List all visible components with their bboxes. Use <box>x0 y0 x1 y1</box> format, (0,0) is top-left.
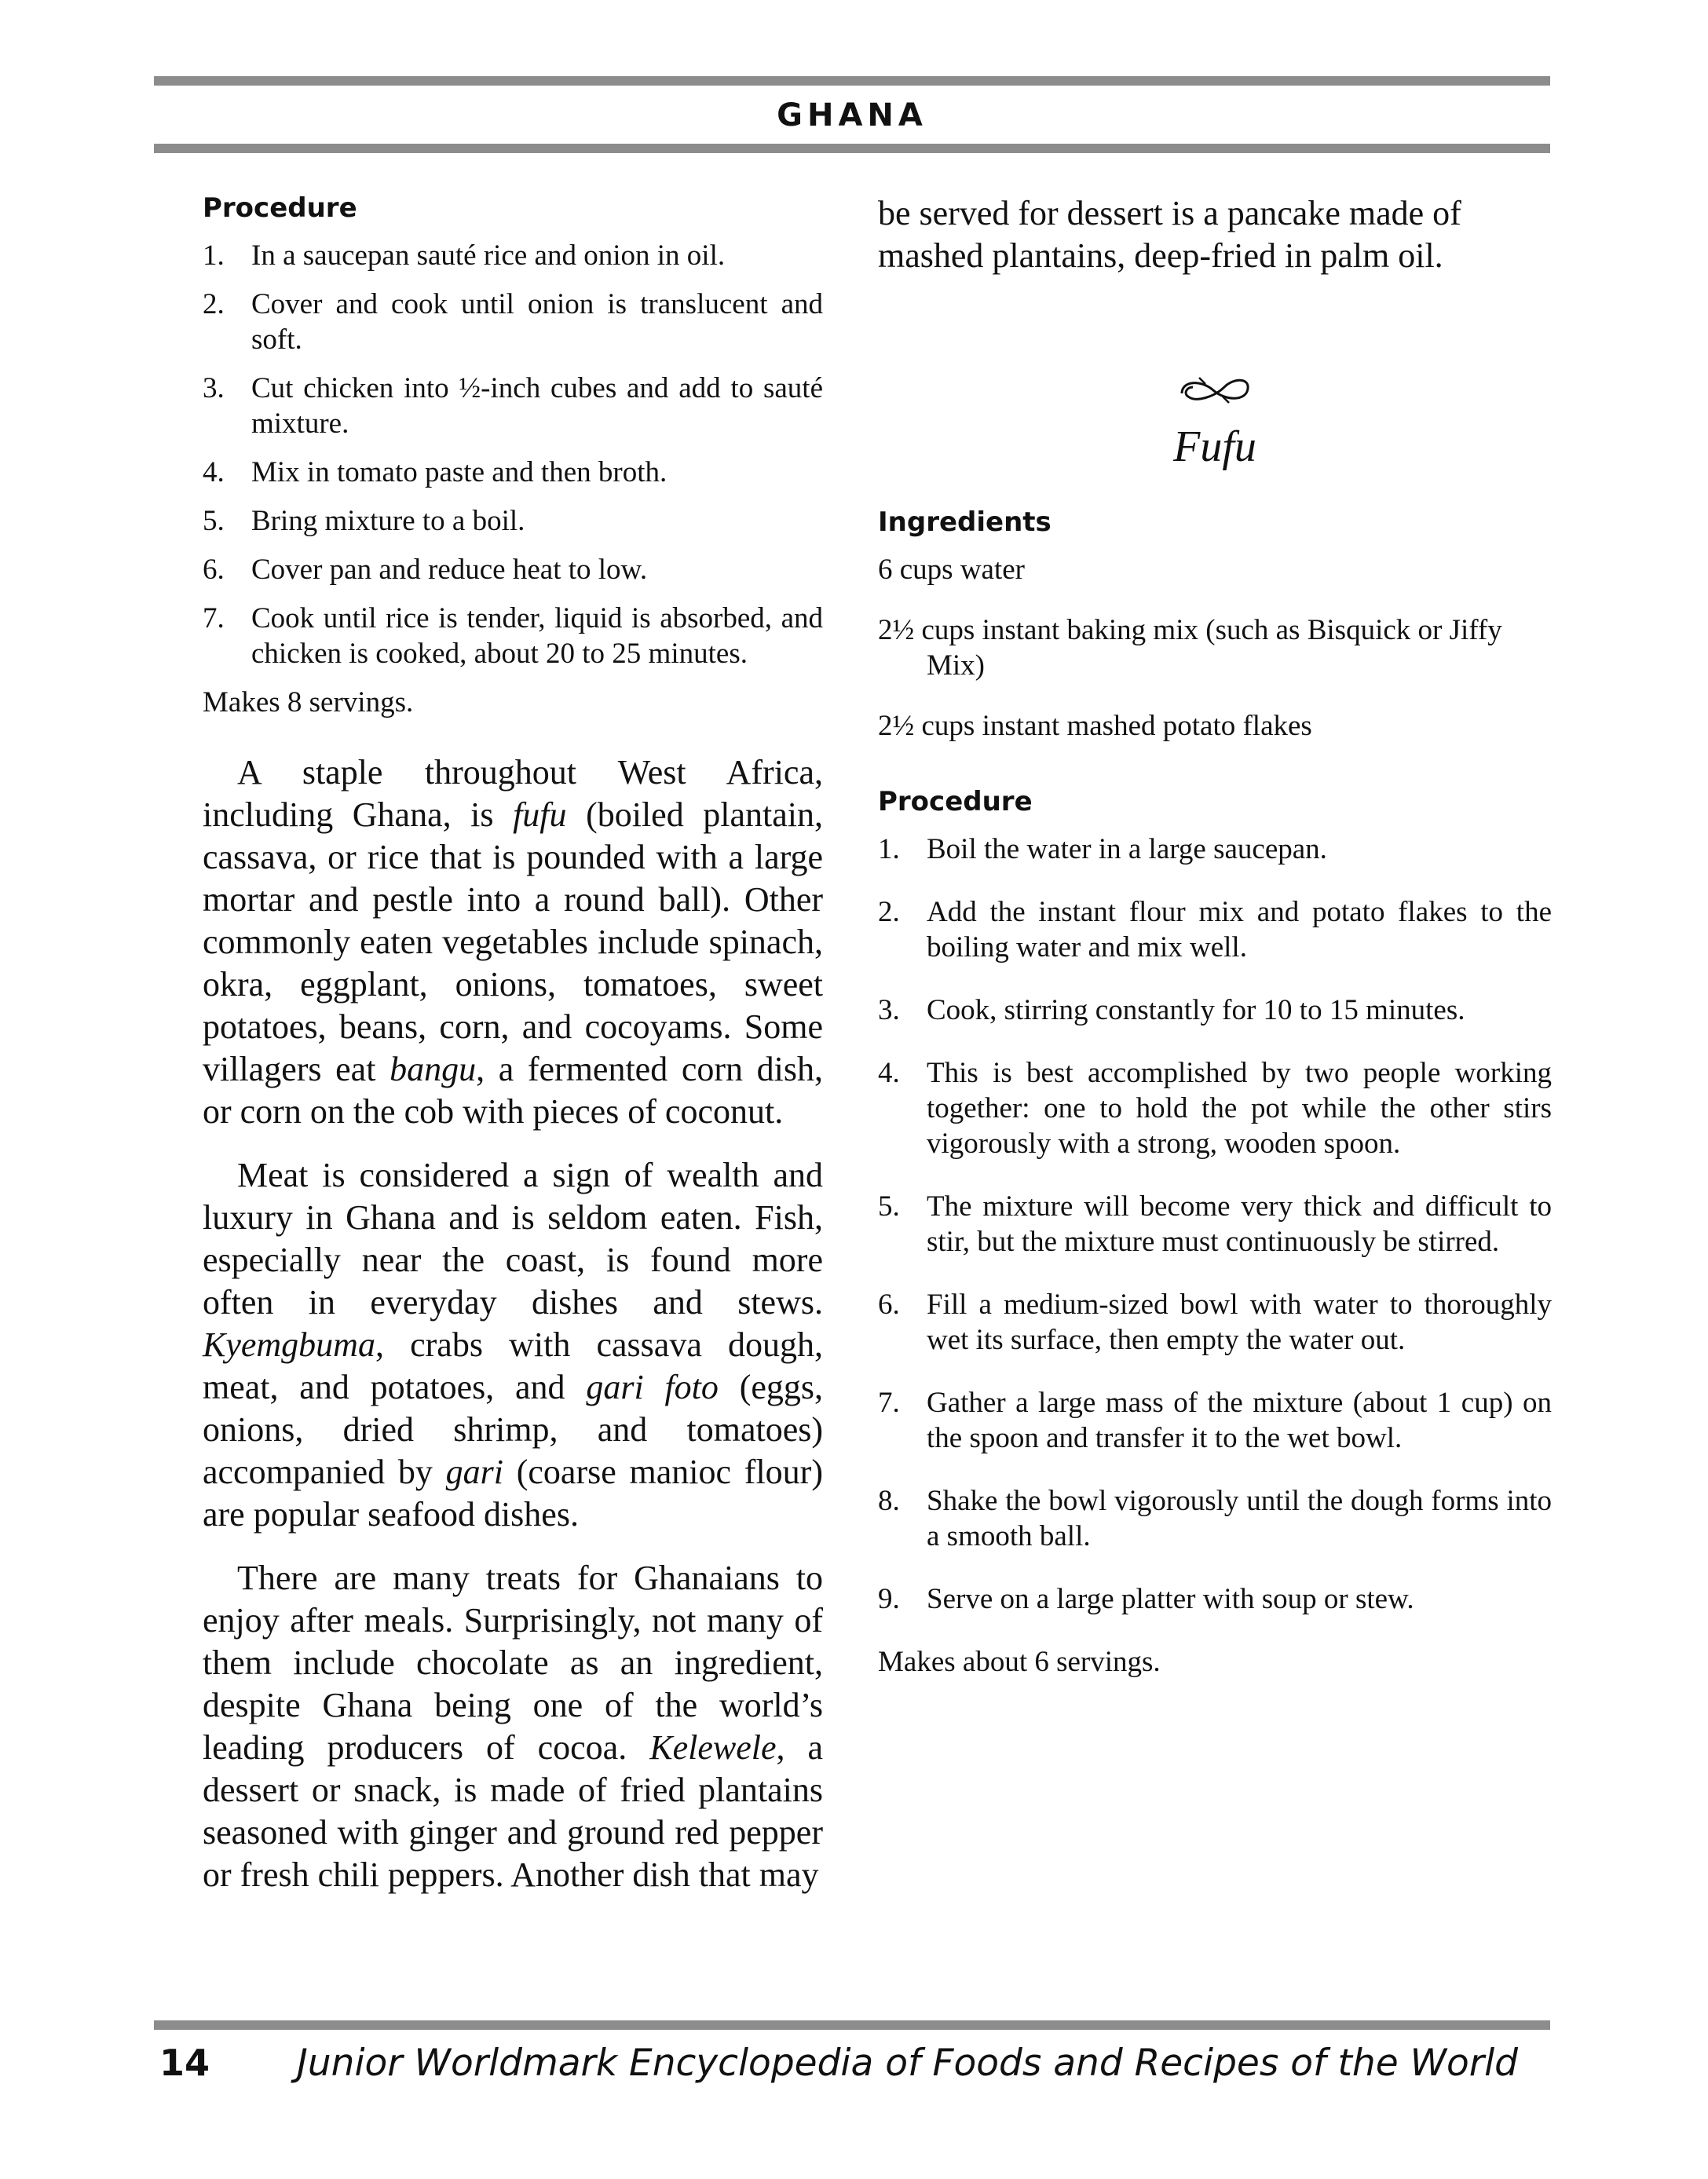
body-paragraph-continued: be served for dessert is a pancake made of mashed plantains, deep-fried in palm oil. <box>878 194 1461 275</box>
header-rule-top <box>154 76 1550 86</box>
list-item: 9. Serve on a large platter with soup or stew. <box>878 1583 1414 1615</box>
procedure-list <box>203 238 823 671</box>
list-item: 6. Fill a medium-sized bowl with water to thoroughly wet its surface, then empty the water out. <box>878 1289 1552 1356</box>
ingredient-item: 6 cups water <box>878 554 1025 586</box>
recipe-title: Fufu <box>1173 422 1256 471</box>
left-column <box>203 192 823 1918</box>
ingredient-item: 2½ cups instant baking mix (such as Bisquick or Jiffy Mix) <box>878 614 1502 682</box>
page-number: 14 <box>159 2042 210 2084</box>
page-header-title: GHANA <box>777 97 927 133</box>
list-item: 4. This is best accomplished by two people working together: one to hold the pot while the other stirs vigorously with a strong, wooden spoon. <box>878 1057 1552 1160</box>
list-item: 5. Bring mixture to a boil. <box>203 505 525 537</box>
list-item: 1. Boil the water in a large saucepan. <box>878 833 1327 865</box>
ingredient-item: 2½ cups instant mashed potato flakes <box>878 710 1312 742</box>
list-item: 3. Cook, stirring constantly for 10 to 15 minutes. <box>878 994 1465 1026</box>
list-item: 4. Mix in tomato paste and then broth. <box>203 456 667 488</box>
list-item: 3. Cut chicken into ½-inch cubes and add to sauté mixture. <box>203 372 823 440</box>
footer-rule <box>154 2020 1550 2030</box>
header-rule-bottom <box>154 144 1550 153</box>
body-paragraph: Meat is considered a sign of wealth and luxury in Ghana and is seldom eaten. Fish, especially near the coast, is found more often in everyday dishes and stews. Kyemgbuma, crabs with cassava dough, meat, and potatoes, and gari foto (eggs, onions, dried shrimp, and tomatoes) accompanied by gari (coarse manioc flour) are popular seafood dishes. <box>203 1156 823 1534</box>
body-paragraph: There are many treats for Ghanaians to enjoy after meals. Surprisingly, not many of them include chocolate as an ingredient, despite Ghana being one of the world’s leading producers of cocoa. Kelewele, a dessert or snack, is made of fried plantains seasoned with ginger and ground red pepper or fresh chili peppers. Another dish that may <box>203 1559 824 1894</box>
list-item: 2. Add the instant flour mix and potato flakes to the boiling water and mix well. <box>878 896 1552 963</box>
flourish-ornament-icon <box>878 370 1552 409</box>
list-item: 7. Cook until rice is tender, liquid is absorbed, and chicken is cooked, about 20 to 25 minutes. <box>203 602 823 670</box>
ingredients-heading: Ingredients <box>878 506 1051 538</box>
list-item: 5. The mixture will become very thick and difficult to stir, but the mixture must continuously be stirred. <box>878 1190 1552 1258</box>
list-item: 1. In a saucepan sauté rice and onion in oil. <box>203 239 726 272</box>
list-item: 6. Cover pan and reduce heat to low. <box>203 554 648 586</box>
procedure-heading: Procedure <box>203 192 357 224</box>
list-item: 2. Cover and cook until onion is translucent and soft. <box>203 288 823 356</box>
procedure-heading: Procedure <box>878 786 1033 817</box>
list-item: 8. Shake the bowl vigorously until the dough forms into a smooth ball. <box>878 1485 1552 1552</box>
servings-note: Makes 8 servings. <box>203 686 414 718</box>
book-title: Junior Worldmark Encyclopedia of Foods and Recipes of the World <box>297 2042 1519 2085</box>
body-paragraph: A staple throughout West Africa, including Ghana, is fufu (boiled plantain, cassava, or rice that is pounded with a large mortar and pestle into a round ball). Other commonly eaten vegetables include spinach, okra, eggplant, onions, tomatoes, sweet potatoes, beans, corn, and cocoyams. Some villagers eat bangu, a fermented corn dish, or corn on the cob with pieces of coconut. <box>203 753 823 1131</box>
servings-note: Makes about 6 servings. <box>878 1646 1161 1678</box>
right-column <box>878 192 1552 1680</box>
procedure-list <box>878 832 1552 1617</box>
list-item: 7. Gather a large mass of the mixture (about 1 cup) on the spoon and transfer it to the wet bowl. <box>878 1387 1552 1454</box>
